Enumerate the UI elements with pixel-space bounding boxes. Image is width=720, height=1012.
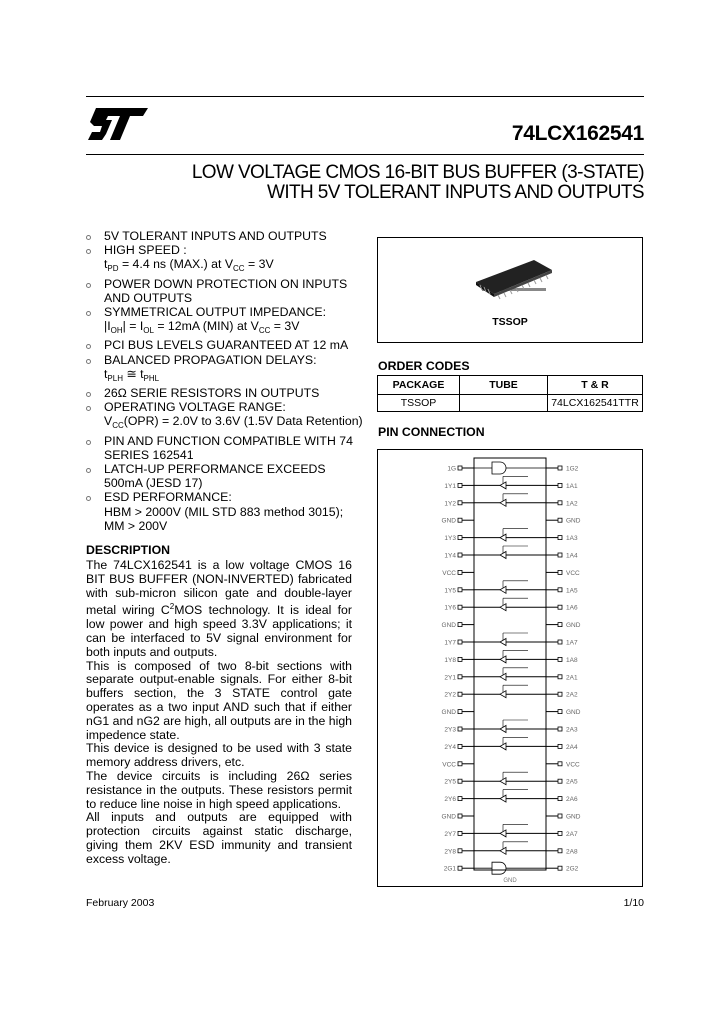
pin-label: 1A7 (566, 639, 578, 647)
table-header-row (378, 376, 643, 395)
pin-pad (558, 797, 562, 801)
features-list (86, 229, 366, 533)
feature-item: PCI BUS LEVELS GUARANTEED AT 12 mA (86, 338, 366, 352)
description-body (86, 559, 352, 867)
pin-pad (458, 570, 462, 574)
title-rule (86, 154, 644, 155)
tssop-chip-image (474, 254, 554, 302)
pin-label: VCC (566, 761, 580, 769)
top-rule (86, 96, 644, 97)
pin-label: GND (566, 517, 581, 525)
pin-label: 2A4 (566, 743, 578, 751)
pin-diagram-svg (378, 450, 642, 886)
pin-label: 1A8 (566, 656, 578, 664)
pin-pad (458, 831, 462, 835)
pin-pad (558, 814, 562, 818)
pin-pad (458, 710, 462, 714)
pin-pad (458, 483, 462, 487)
pin-pad (558, 536, 562, 540)
feature-item: LATCH-UP PERFORMANCE EXCEEDS 500mA (JESD 17) (86, 462, 366, 490)
pin-pad (458, 797, 462, 801)
pin-label: 2A6 (566, 796, 578, 804)
description-paragraph: This device is designed to be used with 3 state memory address drivers, etc. (86, 741, 352, 770)
feature-item: 5V TOLERANT INPUTS AND OUTPUTS (86, 229, 366, 243)
feature-item: SYMMETRICAL OUTPUT IMPEDANCE: $|I_{OH}| = I_{OL} = 12mA$ (MIN) at $V_{CC} = 3V$ (86, 305, 366, 338)
pin-connection-heading: PIN CONNECTION (378, 425, 485, 439)
pin-label: 1A4 (566, 552, 578, 560)
footer-date: February 2003 (86, 897, 155, 909)
pin-pad (558, 501, 562, 505)
pin-pad (458, 675, 462, 679)
pin-label: 2A1 (566, 674, 578, 682)
pin-label: 2Y3 (444, 726, 456, 734)
pin-pad (458, 536, 462, 540)
title-line-2: WITH 5V TOLERANT INPUTS AND OUTPUTS (266, 182, 644, 203)
pin-label: 2G1 (443, 865, 456, 873)
pin-label: 1G2 (566, 465, 579, 473)
table-cell: 74LCX162541TTR (548, 395, 643, 412)
pin-label: 2Y2 (444, 691, 456, 699)
pin-label: 1Y1 (444, 482, 456, 490)
pin-label: 1Y8 (444, 656, 456, 664)
pin-label: 1Y2 (444, 500, 456, 508)
pin-pad (558, 466, 562, 470)
table-cell: TSSOP (378, 395, 460, 412)
pin-label: 2A5 (566, 778, 578, 786)
pin-label: 1Y6 (444, 604, 456, 612)
feature-item: BALANCED PROPAGATION DELAYS: $t_{PLH}$ ≅ $t_{PHL}$ (86, 353, 366, 386)
pin-pad (558, 483, 562, 487)
pin-bottom-label: GND (503, 878, 517, 884)
pin-pad (458, 605, 462, 609)
feature-item: OPERATING VOLTAGE RANGE: $V_{CC}(OPR) = 2.0V$ to 3.6V (1.5V Data Retention) (86, 400, 366, 433)
pin-pad (558, 692, 562, 696)
package-label: TSSOP (492, 316, 528, 328)
pin-pad (558, 675, 562, 679)
feature-item: HIGH SPEED : $t_{PD} = 4.4$ ns (MAX.) at $V_{CC} = 3V$ (86, 243, 366, 276)
pin-pad (558, 779, 562, 783)
feature-item: PIN AND FUNCTION COMPATIBLE WITH 74 SERIES 162541 (86, 434, 366, 462)
pin-pad (458, 640, 462, 644)
pin-label: 2Y1 (444, 674, 456, 682)
pin-pad (558, 588, 562, 592)
pin-label: GND (441, 622, 456, 630)
pin-label: 2G2 (566, 865, 579, 873)
pin-label: 1Y5 (444, 587, 456, 595)
pin-pad (558, 570, 562, 574)
pin-pad (558, 744, 562, 748)
table-header: TUBE (460, 376, 548, 395)
pin-label: 2A2 (566, 691, 578, 699)
pin-pad (458, 779, 462, 783)
pin-label: GND (441, 709, 456, 717)
pin-pad (558, 623, 562, 627)
pin-label: 2A7 (566, 830, 578, 838)
pin-label: VCC (566, 569, 580, 577)
pin-pad (458, 727, 462, 731)
pin-pad (458, 866, 462, 870)
pin-label: 2Y6 (444, 796, 456, 804)
pin-pad (458, 623, 462, 627)
pin-pad (558, 553, 562, 557)
pin-pad (458, 762, 462, 766)
order-codes-table (377, 375, 643, 412)
pin-label: 1Y3 (444, 535, 456, 543)
pin-label: 1A6 (566, 604, 578, 612)
pin-pad (558, 640, 562, 644)
pin-pad (558, 727, 562, 731)
pin-pad (458, 466, 462, 470)
pin-label: 2Y4 (444, 743, 456, 751)
pin-pad (558, 866, 562, 870)
pin-pad (558, 518, 562, 522)
page-number: 1/10 (623, 897, 644, 909)
feature-item: ESD PERFORMANCE: HBM > 2000V (MIL STD 883 method 3015); MM > 200V (86, 490, 366, 533)
pin-pad (458, 501, 462, 505)
title-line-1: LOW VOLTAGE CMOS 16-BIT BUS BUFFER (3-STATE) (191, 162, 644, 183)
and-gate-symbol (492, 462, 506, 474)
table-header: PACKAGE (378, 376, 460, 395)
feature-item: POWER DOWN PROTECTION ON INPUTS AND OUTPUTS (86, 277, 366, 305)
pin-pad (558, 710, 562, 714)
pin-label: 1A3 (566, 535, 578, 543)
pin-label: GND (566, 709, 581, 717)
pin-pad (558, 831, 562, 835)
table-cell (460, 395, 548, 412)
pin-label: 1G (447, 465, 456, 473)
pin-label: 2Y5 (444, 778, 456, 786)
st-logo (86, 104, 152, 144)
description-heading: DESCRIPTION (86, 543, 171, 557)
description-paragraph: All inputs and outputs are equipped with protection circuits against static discharge, giving them 2KV ESD immunity and transient excess voltage. (86, 810, 352, 866)
pin-pad (558, 762, 562, 766)
table-header: T & R (548, 376, 643, 395)
pin-label: 1A1 (566, 482, 578, 490)
pin-pad (558, 605, 562, 609)
pin-pad (458, 814, 462, 818)
pin-label: VCC (442, 761, 456, 769)
pin-connection-diagram (377, 449, 643, 887)
description-paragraph: The 74LCX162541 is a low voltage CMOS 16 BIT BUS BUFFER (NON-INVERTED) fabricated with sub-micron silicon gate and double-layer metal wiring $C^2MOS$ technology. It is ideal for low power and high speed 3.3V applications; it can be interfaced to 5V signal environment for both inputs and outputs. (86, 558, 352, 659)
pin-label: GND (441, 813, 456, 821)
pin-label: GND (566, 622, 581, 630)
pin-pad (458, 657, 462, 661)
pin-pad (458, 849, 462, 853)
pin-pad (458, 744, 462, 748)
pin-pad (458, 553, 462, 557)
pin-label: 2A3 (566, 726, 578, 734)
table-row (378, 395, 643, 412)
pin-label: 1A5 (566, 587, 578, 595)
pin-pad (458, 588, 462, 592)
package-figure (377, 237, 643, 343)
pin-label: 1Y4 (444, 552, 456, 560)
pin-pad (558, 849, 562, 853)
description-paragraph: The device circuits is including 26Ω series resistance in the outputs. These resistors permit to reduce line noise in high speed applications. (86, 768, 352, 811)
pin-label: 2Y7 (444, 830, 456, 838)
pin-label: GND (566, 813, 581, 821)
pin-pad (558, 657, 562, 661)
pin-label: 1Y7 (444, 639, 456, 647)
description-paragraph: This is composed of two 8-bit sections with separate output-enable signals. For either 8-bit buffers section, the 3 STATE control gate operates as a two input AND such that if either nG1 and nG2 are high, all outputs are in the high impedence state. (86, 658, 352, 742)
pin-label: VCC (442, 569, 456, 577)
pin-label: GND (441, 517, 456, 525)
pin-label: 1A2 (566, 500, 578, 508)
pin-pad (458, 518, 462, 522)
and-gate-symbol (492, 862, 506, 874)
pin-pad (458, 692, 462, 696)
part-number: 74LCX162541 (511, 122, 644, 145)
feature-item: 26Ω SERIE RESISTORS IN OUTPUTS (86, 386, 366, 400)
pin-label: 2Y8 (444, 848, 456, 856)
order-codes-heading: ORDER CODES (378, 359, 470, 373)
pin-label: 2A8 (566, 848, 578, 856)
